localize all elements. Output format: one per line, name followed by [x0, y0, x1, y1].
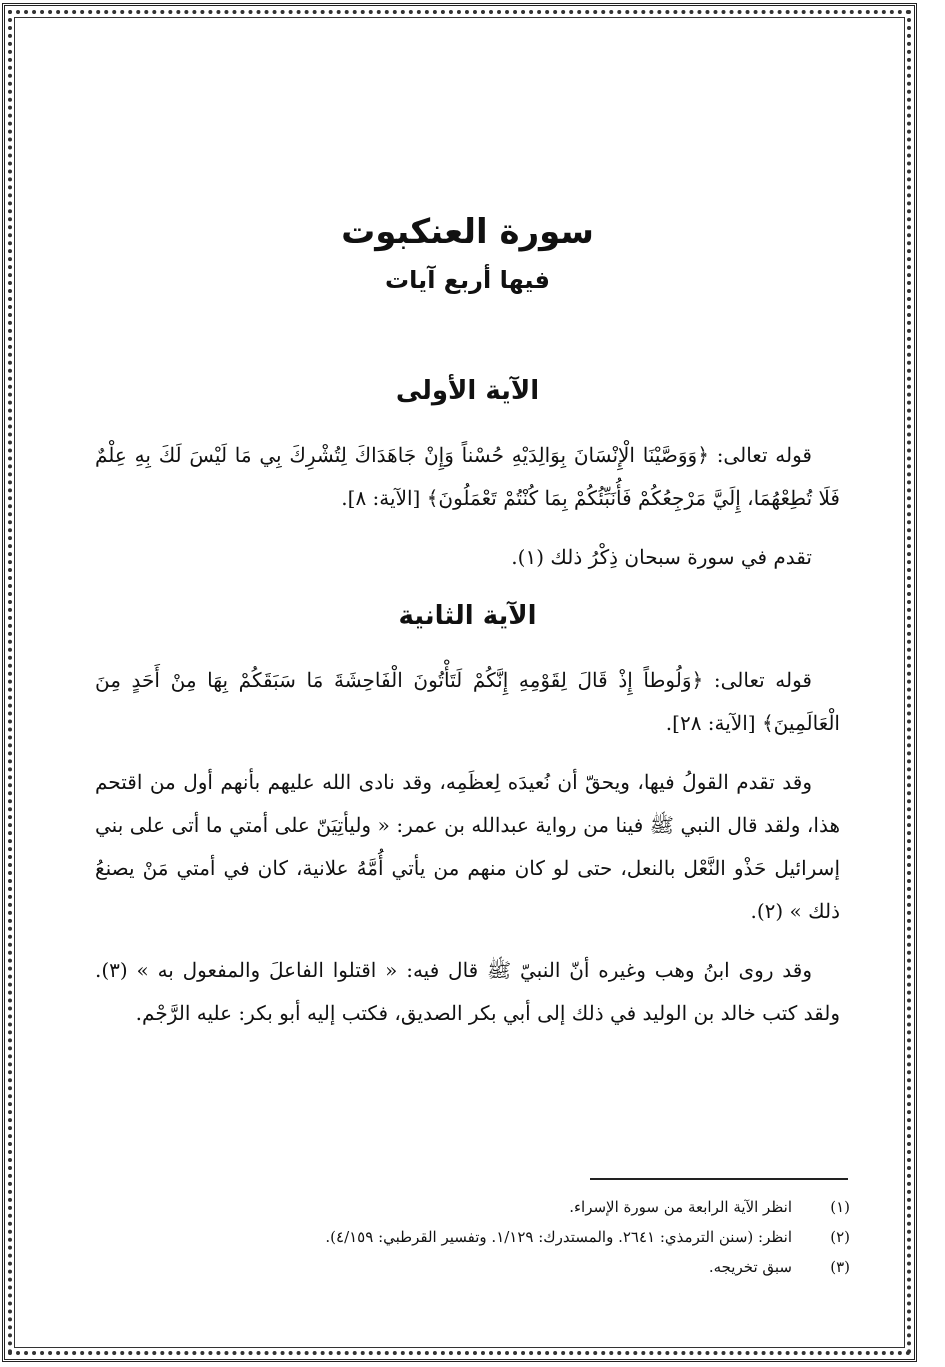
page-content [95, 200, 840, 1051]
commentary-paragraph: وقد روى ابنُ وهب وغيره أنّ النبيّ ﷺ قال فيه: « اقتلوا الفاعلَ والمفعول به » (٣). ولقد كتب خالد بن الوليد في ذلك إلى أبي بكر الصديق، فكتب إليه أبو بكر: عليه الرَّجْم. [95, 958, 840, 1025]
footnote-item [120, 1222, 850, 1252]
footnote-text: سبق تخريجه. [708, 1258, 792, 1276]
footnotes [120, 1192, 850, 1282]
footnote-divider [590, 1178, 848, 1180]
footnote-number: (٢) [830, 1228, 850, 1246]
footnote-number: (٣) [830, 1258, 850, 1276]
commentary-paragraph: وقد تقدم القولُ فيها، ويحقّ أن نُعيدَه لِعظَمِه، وقد نادى الله عليهم بأنهم أول من اقتحم هذا، ولقد قال النبي ﷺ فينا من رواية عبدالله بن عمر: « وليأتِيَنّ على أمتي ما أتى على بني إسرائيل حَذْو النَّعْل بالنعل، حتى لو كان منهم من يأتي أُمَّهُ علانية، كان في أمتي مَنْ يصنعُ ذلك » (٢). [95, 770, 840, 923]
footnote-number: (١) [830, 1198, 850, 1216]
footnote-item [120, 1252, 850, 1282]
section-first-ayah [95, 376, 840, 579]
commentary-paragraph: تقدم في سورة سبحان ذِكْرُ ذلك (١). [511, 545, 812, 569]
ayah-paragraph: قوله تعالى: ﴿وَوَصَّيْنَا الْإِنْسَانَ بِوَالِدَيْهِ حُسْناً وَإِنْ جَاهَدَاكَ لِتُشْرِكَ بِي مَا لَيْسَ لَكَ بِهِ عِلْمٌ فَلَا تُطِعْهُمَا، إِلَيَّ مَرْجِعُكُمْ فَأُنَبِّئُكُمْ بِمَا كُنْتُمْ تَعْمَلُونَ﴾ [الآية: ٨]. [95, 443, 840, 510]
surah-title: سورة العنكبوت [341, 212, 594, 252]
ayah-heading: الآية الثانية [398, 601, 537, 631]
ayah-heading: الآية الأولى [395, 376, 540, 406]
footnote-text: انظر: (سنن الترمذي: ٢٦٤١. والمستدرك: ١/١٢٩. وتفسير القرطبي: ٤/١٥٩). [325, 1228, 792, 1246]
ayah-paragraph: قوله تعالى: ﴿وَلُوطاً إِذْ قَالَ لِقَوْمِهِ إِنَّكُمْ لَتَأْتُونَ الْفَاحِشَةَ مَا سَبَقَكُمْ بِهَا مِنْ أَحَدٍ مِنَ الْعَالَمِينَ﴾ [الآية: ٢٨]. [95, 668, 840, 735]
footnote-item [120, 1192, 850, 1222]
section-second-ayah [95, 601, 840, 1035]
footnote-text: انظر الآية الرابعة من سورة الإسراء. [569, 1198, 792, 1216]
surah-subtitle: فيها أربع آيات [385, 266, 550, 294]
